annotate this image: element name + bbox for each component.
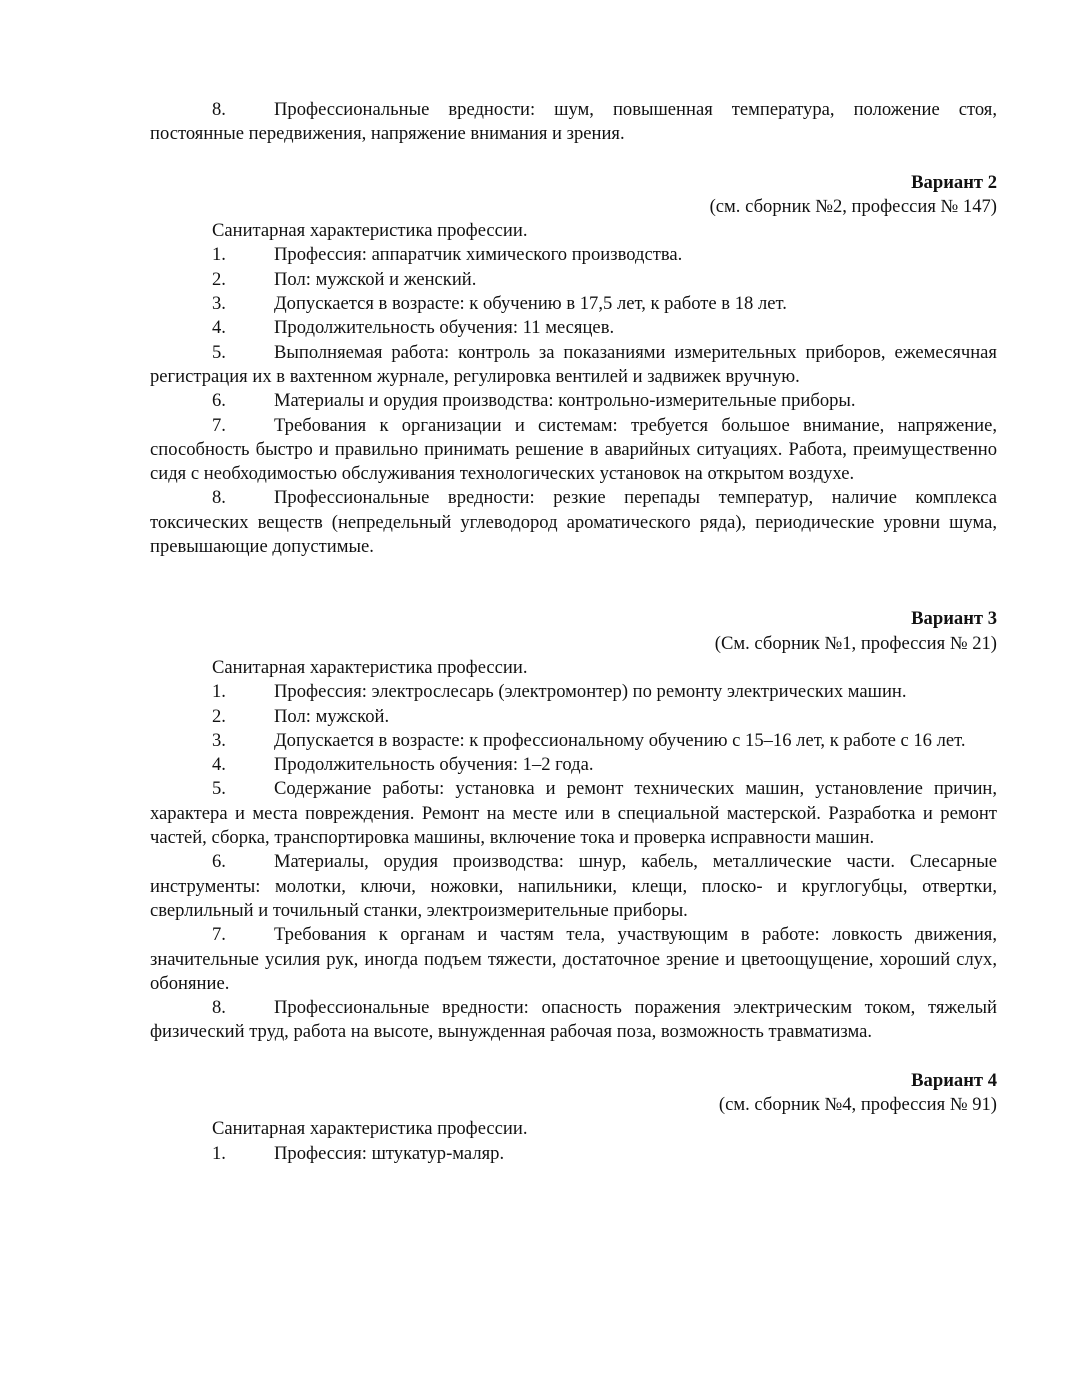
item-text: Материалы и орудия производства: контрольно-измерительные приборы. — [274, 390, 856, 412]
item-text: Требования к организации и системам: требуется большое внимание, напряжение, способность быстро и правильно принимать решение в аварийных ситуациях. Работа, преимущественно сидя с необходимостью обслуживания технологических установок на открытом воздухе. — [150, 414, 997, 485]
item-number: 2. — [212, 268, 226, 290]
item-text: Продолжительность обучения: 11 месяцев. — [274, 317, 615, 339]
item-number: 8. — [212, 99, 226, 120]
list-item — [150, 486, 997, 559]
variant-2-section — [150, 171, 997, 560]
list-item — [150, 316, 997, 340]
variant-4-title: Вариант 4 — [911, 1069, 997, 1091]
item-number: 3. — [212, 729, 226, 751]
item-text: Допускается в возрасте: к обучению в 17,5 лет, к работе в 18 лет. — [274, 293, 787, 315]
list-item — [150, 996, 997, 1045]
item-number: 1. — [212, 244, 226, 266]
item-text: Пол: мужской. — [274, 705, 390, 727]
item-text: Профессия: электрослесарь (электромонтер) по ремонту электрических машин. — [274, 681, 907, 703]
variant-4-intro: Санитарная характеристика профессии. — [212, 1118, 528, 1140]
item-number: 7. — [212, 924, 226, 946]
item-number: 5. — [212, 778, 226, 800]
list-item — [150, 414, 997, 487]
list-item — [150, 705, 997, 729]
list-item — [150, 1142, 997, 1166]
item-number: 2. — [212, 705, 226, 727]
item-text: Профессиональные вредности: шум, повышенная температура, положение стоя, постоянные передвижения, напряжение внимания и зрения. — [150, 99, 997, 145]
item-text: Профессиональные вредности: опасность поражения электрическим током, тяжелый физический труд, работа на высоте, вынужденная рабочая поза, возможность травматизма. — [150, 997, 997, 1043]
variant-2-reference: (см. сборник №2, профессия № 147) — [709, 195, 997, 217]
variant-3-title: Вариант 3 — [911, 608, 997, 630]
item-number: 1. — [212, 681, 226, 703]
list-item — [150, 98, 997, 147]
list-item — [150, 777, 997, 850]
item-number: 7. — [212, 414, 226, 436]
item-text: Профессиональные вредности: резкие перепады температур, наличие комплекса токсических веществ (непредельный углеводород ароматического ряда), периодические уровни шума, превышающие допустимые. — [150, 487, 997, 558]
item-text: Материалы, орудия производства: шнур, кабель, металлические части. Слесарные инструменты: молотки, ключи, ножовки, напильники, клещи, плоско- и круглогубцы, отвертки, сверлильный и точильный станки, электроизмерительные приборы. — [150, 851, 997, 921]
document-page — [150, 98, 997, 1166]
variant-2-title: Вариант 2 — [911, 171, 997, 193]
list-item — [150, 850, 997, 923]
item-number: 4. — [212, 317, 226, 339]
item-text: Профессия: штукатур-маляр. — [274, 1142, 505, 1164]
variant-3-section — [150, 607, 997, 1044]
item-text: Пол: мужской и женский. — [274, 268, 477, 290]
list-item — [150, 680, 997, 704]
top-fragment — [150, 98, 997, 147]
item-text: Требования к органам и частям тела, участвующим в работе: ловкость движения, значительные усилия рук, иногда подъем тяжести, достаточное зрение и цветоощущение, хороший слух, обоняние. — [150, 924, 997, 994]
item-number: 4. — [212, 754, 226, 776]
item-number: 5. — [212, 341, 226, 363]
item-text: Выполняемая работа: контроль за показаниями измерительных приборов, ежемесячная регистрация их в вахтенном журнале, регулировка вентилей и задвижек вручную. — [150, 341, 997, 387]
list-item — [150, 243, 997, 267]
list-item — [150, 389, 997, 413]
variant-4-section — [150, 1069, 997, 1166]
list-item — [150, 753, 997, 777]
list-item — [150, 341, 997, 390]
variant-3-reference: (См. сборник №1, профессия № 21) — [714, 632, 997, 654]
item-number: 6. — [212, 851, 226, 873]
list-item — [150, 729, 997, 753]
list-item — [150, 268, 997, 292]
item-text: Продолжительность обучения: 1–2 года. — [274, 754, 594, 776]
item-text: Профессия: аппаратчик химического производства. — [274, 244, 683, 266]
item-number: 1. — [212, 1142, 226, 1164]
item-number: 3. — [212, 293, 226, 315]
item-number: 8. — [212, 487, 226, 509]
variant-3-intro: Санитарная характеристика профессии. — [212, 656, 528, 678]
variant-4-reference: (см. сборник №4, профессия № 91) — [718, 1093, 997, 1115]
list-item — [150, 923, 997, 996]
variant-2-intro: Санитарная характеристика профессии. — [212, 220, 528, 242]
item-number: 8. — [212, 997, 226, 1019]
item-text: Содержание работы: установка и ремонт технических машин, установление причин, характера и места повреждения. Ремонт на месте или в специальной мастерской. Разработка и ремонт частей, сборка, транспортировка машины, включение тока и проверка исправности машин. — [150, 778, 997, 849]
list-item — [150, 292, 997, 316]
item-text: Допускается в возрасте: к профессиональному обучению с 15–16 лет, к работе с 16 лет. — [274, 729, 966, 751]
item-number: 6. — [212, 390, 226, 412]
